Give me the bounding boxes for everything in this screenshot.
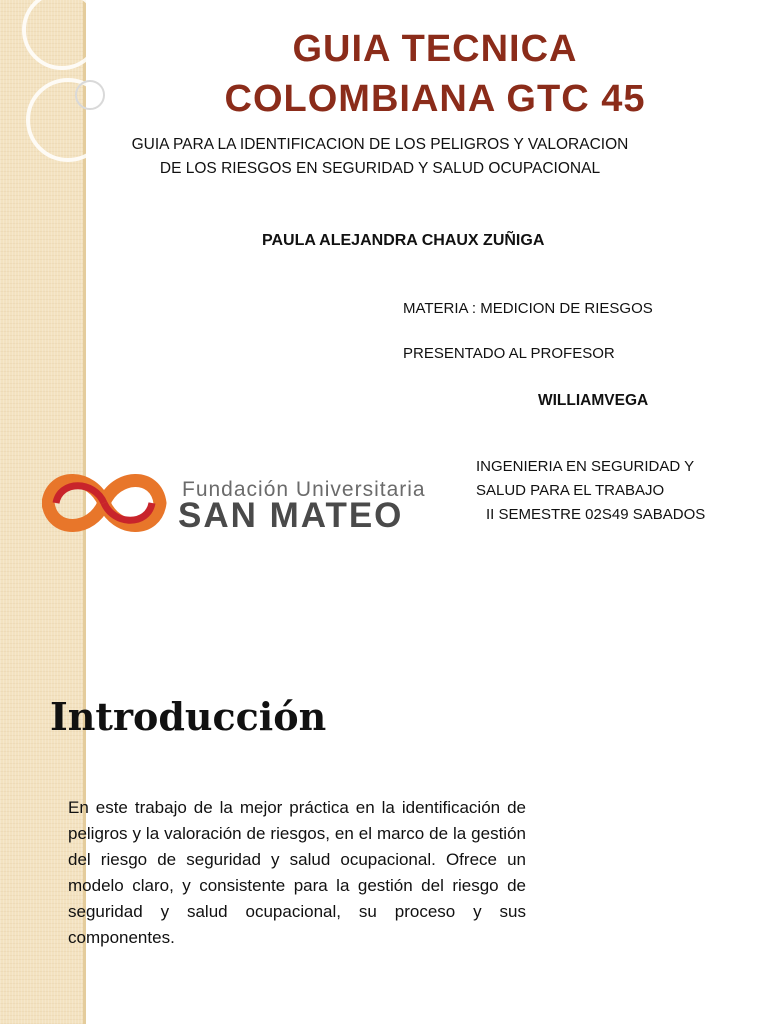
university-logo [42,466,454,540]
teacher-name: WILLIAMVEGA [538,392,649,409]
author-name: PAULA ALEJANDRA CHAUX ZUÑIGA [262,232,545,249]
logo-mark-icon [42,466,172,540]
subject-label: MATERIA : MEDICION DE RIESGOS [403,300,653,317]
title-line-2: COLOMBIANA GTC 45 [224,78,646,120]
logo-main-text: SAN MATEO [178,496,404,535]
career-line-2: SALUD PARA EL TRABAJO [476,482,665,499]
career-line-3: II SEMESTRE 02S49 SABADOS [486,506,706,523]
logo-small-text: Fundación Universitaria [182,478,426,501]
intro-heading: Introducción [50,694,327,739]
intro-paragraph: En este trabajo de la mejor práctica en la identificación de peligros y la valoración de riesgos, en el marco de la gestión del riesgo de seguridad y salud ocupacional. Ofrece un modelo claro, y consistente para la gestión del riesgo de seguridad y salud ocupacional, su proceso y sus componentes. [68,798,526,947]
title-line-1: GUIA TECNICA [292,28,578,70]
subtitle: GUIA PARA LA IDENTIFICACION DE LOS PELIGROS Y VALORACION DE LOS RIESGOS EN SEGURIDAD Y SALUD OCUPACIONAL [131,136,629,177]
career-info [476,455,705,527]
decorative-circles [0,0,110,200]
page-title [140,24,730,124]
presented-to-label: PRESENTADO AL PROFESOR [403,345,615,362]
career-line-1: INGENIERIA EN SEGURIDAD Y [476,458,695,475]
